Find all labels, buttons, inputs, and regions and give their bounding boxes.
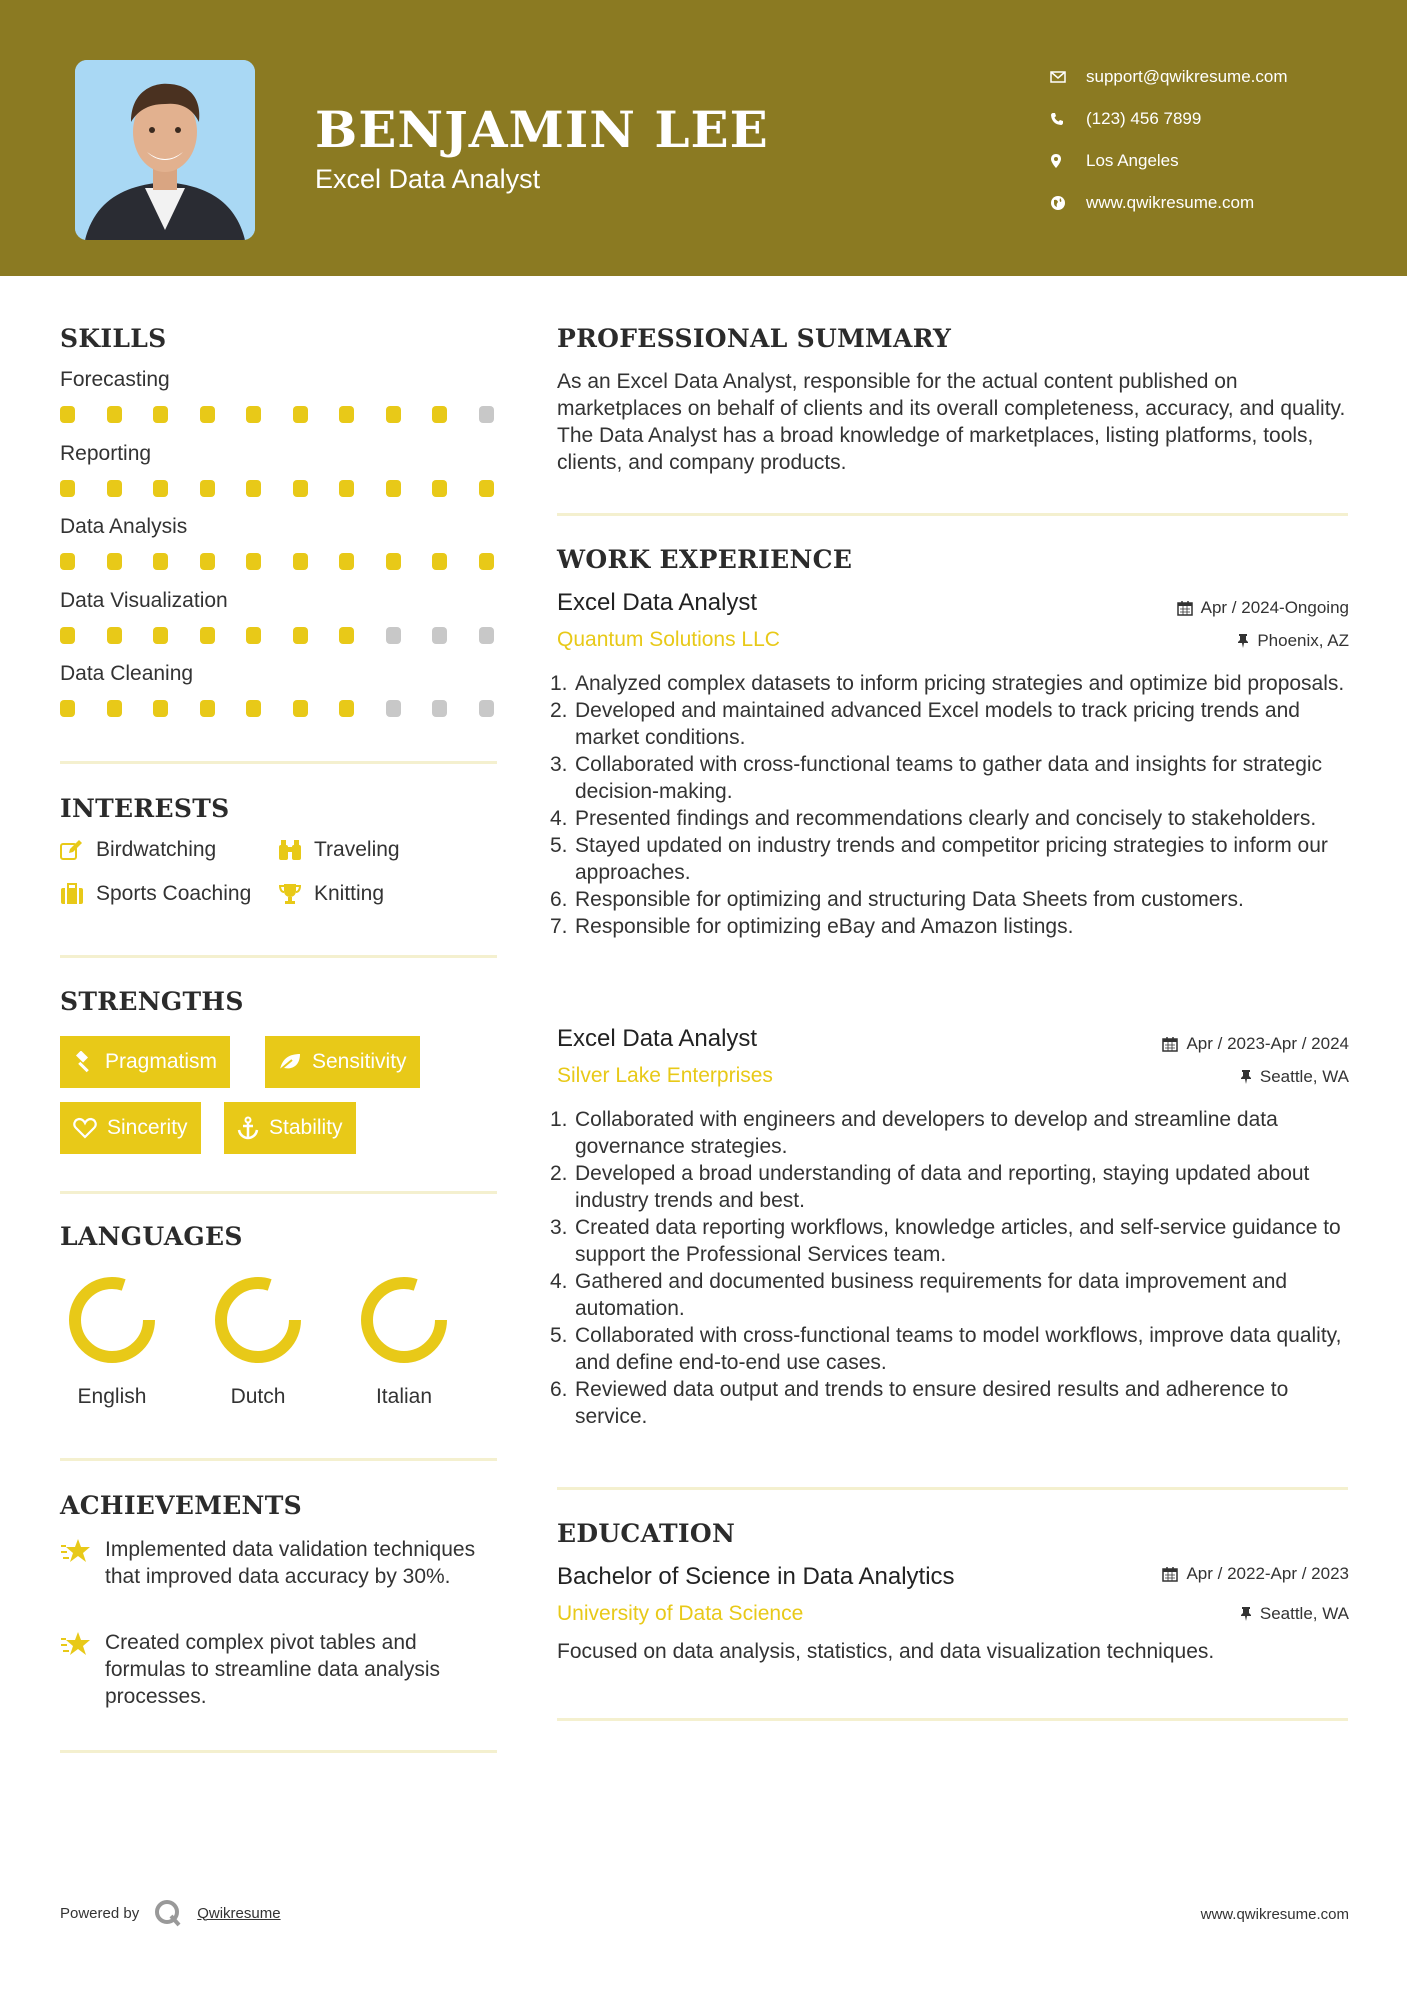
rating-dot [200,700,215,717]
heart-icon [73,1117,97,1139]
summary-title: PROFESSIONAL SUMMARY [557,324,952,353]
languages-title: LANGUAGES [60,1222,243,1251]
bullet-number: 1. [550,672,568,695]
rating-dot [246,480,261,497]
rating-dot [479,627,494,644]
pushpin-icon [1240,1606,1252,1622]
strength-tag [265,1036,420,1088]
job-title: Excel Data Analyst [557,1025,758,1052]
summary-text: As an Excel Data Analyst, responsible for the actual content published on marketplaces on behalf of clients and its overall completeness, accuracy, and quality. The Data Analyst has a broad knowledge of marketplaces, listing platforms, tools, clients, and company products. [557,370,1346,474]
bullet-text: Responsible for optimizing eBay and Amazon listings. [575,915,1074,938]
calendar-icon [1162,1036,1178,1052]
language-item [344,1274,464,1409]
interest-item [60,838,216,862]
qwikresume-logo-icon [153,1898,183,1928]
rating-dot [200,480,215,497]
language-gauge-arc [221,1283,295,1357]
phone-icon [1050,112,1086,126]
job-bullet [550,913,1357,940]
rating-dot [339,480,354,497]
divider [60,1458,497,1461]
rating-dot [60,553,75,570]
rating-dot [107,700,122,717]
rating-dot [246,406,261,423]
strength-label: Pragmatism [105,1050,218,1073]
footer-powered-by [60,1898,281,1928]
job-bullet [550,1322,1357,1376]
education-title: EDUCATION [557,1519,736,1548]
divider [60,1191,497,1194]
rating-dot [386,700,401,717]
skill-rating [60,480,525,497]
company-name: Quantum Solutions LLC [557,628,780,651]
rating-dot [339,627,354,644]
interest-item [278,838,400,862]
rating-dot [386,553,401,570]
company-name: Silver Lake Enterprises [557,1064,773,1087]
interest-item [60,882,251,906]
bullet-text: Analyzed complex datasets to inform pricing strategies and optimize bid proposals. [575,672,1345,695]
rating-dot [432,480,447,497]
rating-dot [200,627,215,644]
bullet-number: 1. [550,1108,568,1131]
language-gauge [212,1274,304,1366]
brand-link[interactable]: Qwikresume [197,1904,281,1922]
rating-dot [200,553,215,570]
education-location-text: Seattle, WA [1259,1604,1349,1623]
bullet-text: Responsible for optimizing and structuring Data Sheets from customers. [575,888,1244,911]
rating-dot [153,480,168,497]
contact-phone [1050,98,1288,140]
star-icon [60,1536,105,1590]
job-bullets [550,670,1357,940]
bullet-number: 5. [550,1324,568,1347]
rating-dot [293,627,308,644]
rating-dot [107,627,122,644]
job-dates [1177,598,1349,618]
skill-rating [60,627,525,644]
rating-dot [153,700,168,717]
rating-dot [293,406,308,423]
rating-dot [339,700,354,717]
rating-dot [293,480,308,497]
envelope-icon [1050,71,1086,83]
rating-dot [60,627,75,644]
job-dates [1162,1034,1349,1054]
rating-dot [293,700,308,717]
candidate-role: Excel Data Analyst [315,164,541,194]
skill-label: Data Visualization [60,588,228,612]
briefcase-icon [60,883,84,905]
gavel-icon [73,1051,95,1073]
bullet-text: Presented findings and recommendations clearly and concisely to stakeholders. [575,807,1317,830]
job-bullet [550,1376,1357,1430]
education-dates [1162,1564,1349,1584]
rating-dot [200,406,215,423]
divider [60,1750,497,1753]
job-location-text: Seattle, WA [1259,1067,1349,1086]
job-dates-text: Apr / 2024-Ongoing [1200,598,1349,617]
job-bullet [550,1214,1357,1268]
rating-dot [153,406,168,423]
header [0,0,1407,276]
job-bullet [550,670,1357,697]
bullet-text: Collaborated with engineers and developers to develop and streamline data governance strategies. [575,1108,1278,1158]
rating-dot [479,406,494,423]
language-item [198,1274,318,1409]
bullet-text: Developed a broad understanding of data and reporting, staying updated about industry trends and best. [575,1162,1310,1212]
rating-dot [479,480,494,497]
language-gauge [66,1274,158,1366]
trophy-icon [278,883,302,905]
job-bullet [550,832,1357,886]
bullet-text: Gathered and documented business requirements for data improvement and automation. [575,1270,1288,1320]
job-bullet [550,1268,1357,1322]
leaf-icon [278,1052,302,1072]
strength-tag [60,1102,201,1154]
rating-dot [246,627,261,644]
calendar-icon [1162,1566,1178,1582]
education-dates-text: Apr / 2022-Apr / 2023 [1186,1564,1349,1583]
language-label: English [77,1385,147,1408]
interest-item [278,882,384,906]
interest-label: Knitting [314,882,385,905]
achievement-item [60,1629,500,1710]
experience-title: WORK EXPERIENCE [557,545,853,574]
divider [557,1718,1348,1721]
achievement-text: Implemented data validation techniques that improved data accuracy by 30%. [105,1538,476,1588]
interest-label: Sports Coaching [96,882,252,905]
rating-dot [386,627,401,644]
rating-dot [153,553,168,570]
rating-dot [60,480,75,497]
divider [557,1487,1348,1490]
language-gauge-arc [75,1283,149,1357]
skill-label: Data Analysis [60,515,188,538]
education-location [1240,1604,1349,1624]
skill-rating [60,553,525,570]
bullet-text: Collaborated with cross-functional teams to model workflows, improve data quality, and define end-to-end use cases. [575,1324,1342,1374]
job-location [1240,1067,1349,1087]
strength-tag [224,1102,356,1154]
education-description: Focused on data analysis, statistics, and data visualization techniques. [557,1640,1215,1663]
contact-website-text: www.qwikresume.com [1086,193,1255,212]
language-item [52,1274,172,1409]
divider [557,513,1348,516]
skill-label: Reporting [60,441,152,465]
rating-dot [293,553,308,570]
powered-by-text: Powered by [60,1904,140,1922]
rating-dot [432,700,447,717]
job-dates-text: Apr / 2023-Apr / 2024 [1186,1034,1349,1053]
skill-label: Forecasting [60,368,170,391]
rating-dot [107,480,122,497]
bullet-text: Reviewed data output and trends to ensure desired results and adherence to service. [575,1378,1289,1428]
bullet-number: 6. [550,888,568,911]
pencil-square-icon [60,839,84,861]
profile-photo [75,60,255,240]
rating-dot [339,553,354,570]
skill-label: Data Cleaning [60,662,194,685]
rating-dot [432,553,447,570]
contact-website[interactable] [1050,182,1288,224]
contact-location [1050,140,1288,182]
bullet-text: Created data reporting workflows, knowledge articles, and self-service guidance to support the Professional Services team. [575,1216,1341,1266]
rating-dot [386,406,401,423]
rating-dot [432,406,447,423]
interest-label: Birdwatching [96,838,217,861]
rating-dot [153,627,168,644]
rating-dot [479,553,494,570]
language-gauge [358,1274,450,1366]
footer-website[interactable]: www.qwikresume.com [1200,1906,1349,1923]
contact-location-text: Los Angeles [1086,151,1179,170]
contact-list [1050,56,1288,224]
job-bullet [550,751,1357,805]
bullet-text: Stayed updated on industry trends and competitor pricing strategies to inform our approaches. [575,834,1328,884]
job-bullet [550,697,1357,751]
strength-tag [60,1036,230,1088]
candidate-name: BENJAMIN LEE [315,100,769,159]
globe-icon [1050,195,1086,211]
job-location [1237,631,1349,651]
contact-phone-text: (123) 456 7899 [1086,109,1202,128]
job-bullets [550,1106,1357,1430]
rating-dot [107,553,122,570]
bullet-number: 3. [550,1216,568,1239]
rating-dot [432,627,447,644]
bullet-text: Collaborated with cross-functional teams to gather data and insights for strategic decision-making. [575,753,1323,803]
bullet-number: 2. [550,1162,568,1185]
bullet-number: 7. [550,915,568,938]
job-location-text: Phoenix, AZ [1257,631,1349,650]
degree-title: Bachelor of Science in Data Analytics [557,1563,955,1590]
anchor-icon [237,1116,259,1140]
divider [60,761,497,764]
rating-dot [60,406,75,423]
rating-dot [339,406,354,423]
map-marker-icon [1050,153,1086,169]
contact-email[interactable] [1050,56,1288,98]
pushpin-icon [1240,1069,1252,1085]
language-label: Dutch [230,1385,286,1408]
bullet-number: 4. [550,807,568,830]
rating-dot [386,480,401,497]
achievement-item [60,1536,500,1590]
rating-dot [107,406,122,423]
bullet-number: 5. [550,834,568,857]
job-title: Excel Data Analyst [557,589,758,616]
pushpin-icon [1237,633,1249,649]
rating-dot [479,700,494,717]
job-bullet [550,886,1357,913]
job-bullet [550,805,1357,832]
strength-label: Sensitivity [312,1050,407,1073]
star-icon [60,1629,105,1710]
job-bullet [550,1106,1357,1160]
binoculars-icon [278,839,302,861]
rating-dot [60,700,75,717]
bullet-number: 2. [550,699,568,722]
skill-rating [60,406,525,423]
interests-title: INTERESTS [60,794,230,823]
contact-email-text: support@qwikresume.com [1086,67,1288,86]
bullet-number: 6. [550,1378,568,1401]
skill-rating [60,700,525,717]
achievement-text: Created complex pivot tables and formulas to streamline data analysis processes. [105,1631,440,1708]
rating-dot [246,553,261,570]
job-bullet [550,1160,1357,1214]
strengths-title: STRENGTHS [60,987,244,1016]
language-label: Italian [375,1385,433,1408]
strength-label: Stability [269,1116,343,1139]
achievements-title: ACHIEVEMENTS [60,1491,302,1520]
language-gauge-arc [367,1283,441,1357]
bullet-number: 4. [550,1270,568,1293]
calendar-icon [1177,600,1193,616]
rating-dot [246,700,261,717]
divider [60,955,497,958]
bullet-number: 3. [550,753,568,776]
skills-title: SKILLS [60,324,167,353]
school-name: University of Data Science [557,1602,804,1625]
bullet-text: Developed and maintained advanced Excel models to track pricing trends and market conditions. [575,699,1300,749]
interest-label: Traveling [314,838,400,861]
strength-label: Sincerity [107,1116,188,1139]
